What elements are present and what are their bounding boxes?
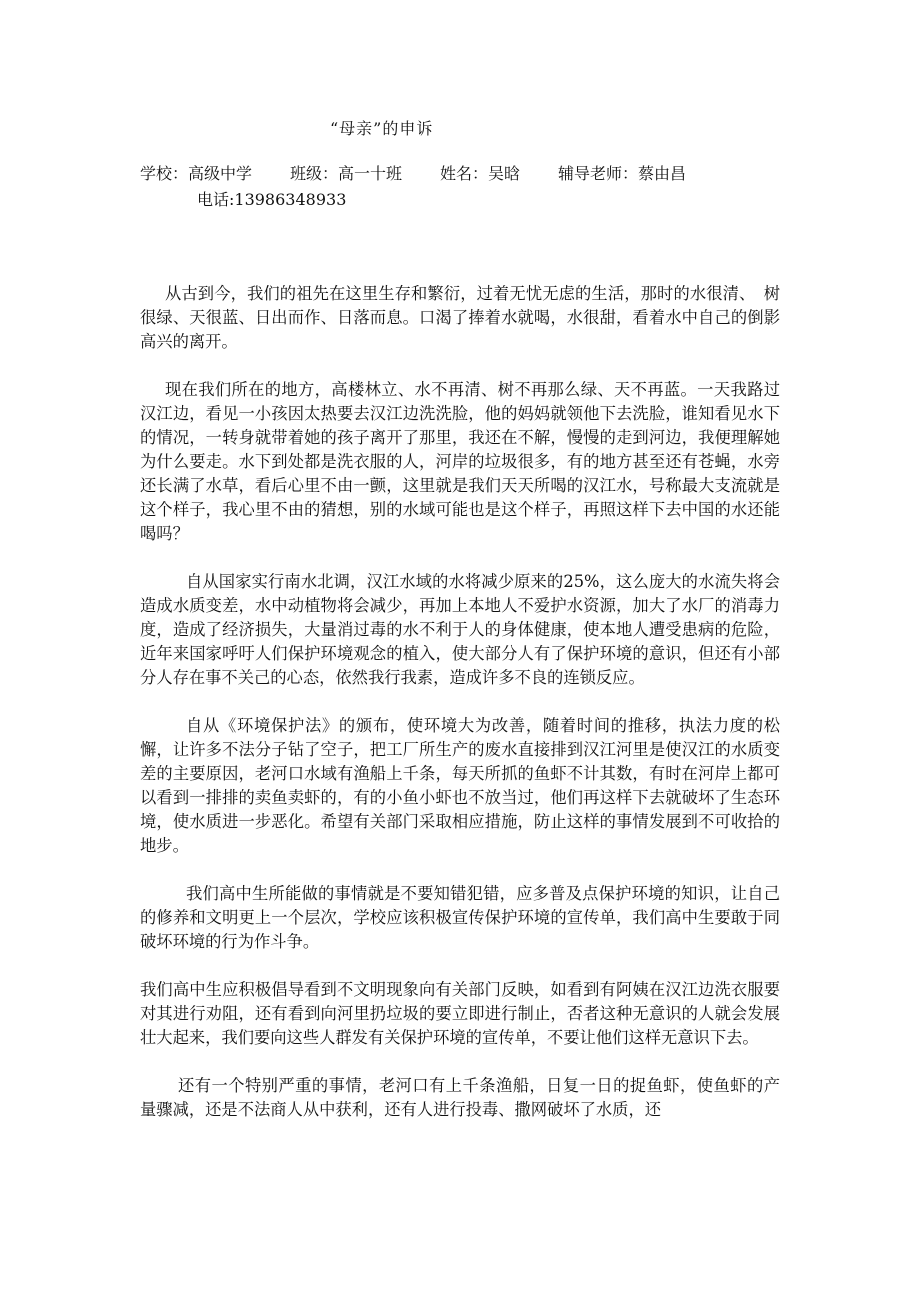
document-body [140, 282, 780, 1146]
class-label: 班级：高一十班 [290, 164, 403, 183]
school-label: 学校：高级中学 [140, 164, 253, 183]
paragraph-5: 我们高中生所能做的事情就是不要知错犯错，应多普及点保护环境的知识，让自己的修养和文明更上一个层次，学校应该积极宣传保护环境的宣传单，我们高中生要敢于同破坏环境的行为作斗争。 [140, 884, 780, 951]
phone-label: 电话:13986348933 [197, 190, 347, 209]
teacher-label: 辅导老师：蔡由昌 [558, 164, 687, 183]
paragraph-1: 从古到今，我们的祖先在这里生存和繁衍，过着无忧无虑的生活，那时的水很清、 树很绿、天很蓝、日出而作、日落而息。口渴了捧着水就喝，水很甜，看着水中自己的倒影高兴的离开。 [140, 284, 780, 351]
paragraph-4: 自从《环境保护法》的颁布，使环境大为改善，随着时间的推移，执法力度的松懈，让许多不法分子钻了空子，把工厂所生产的废水直接排到汉江河里是使汉江的水质变差的主要原因，老河口水域有渔船上千条，每天所抓的鱼虾不计其数，有时在河岸上都可以看到一排排的卖鱼卖虾的，有的小鱼小虾也不放当过，他们再这样下去就破坏了生态环境，使水质进一步恶化。希望有关部门采取相应措施，防止这样的事情发展到不可收拾的地步。 [140, 716, 780, 855]
document-title: “母亲”的申诉 [330, 119, 434, 138]
paragraph-7: 还有一个特别严重的事情，老河口有上千条渔船，日复一日的捉鱼虾，使鱼虾的产量骤减，还是不法商人从中获利，还有人进行投毒、撒网破坏了水质，还 [140, 1076, 780, 1119]
author-info [140, 161, 800, 213]
paragraph-6: 我们高中生应积极倡导看到不文明现象向有关部门反映，如看到有阿姨在汉江边洗衣服要对其进行劝阻，还有看到向河里扔垃圾的要立即进行制止，否者这种无意识的人就会发展壮大起来，我们要向这些人群发有关保护环境的宣传单，不要让他们这样无意识下去。 [140, 980, 780, 1047]
author-info-row [140, 161, 800, 187]
paragraph-2: 现在我们所在的地方，高楼林立、水不再清、树不再那么绿、天不再蓝。一天我路过汉江边，看见一小孩因太热要去汉江边洗洗脸，他的妈妈就领他下去洗脸，谁知看见水下的情况，一转身就带着她的孩子离开了那里，我还在不解，慢慢的走到河边，我便理解她为什么要走。水下到处都是洗衣服的人，河岸的垃圾很多，有的地方甚至还有苍蝇，水旁还长满了水草，看后心里不由一颤，这里就是我们天天所喝的汉江水，号称最大支流就是这个样子，我心里不由的猜想，别的水域可能也是这个样子，再照这样下去中国的水还能喝吗？ [140, 380, 780, 543]
student-name-label: 姓名：吴晗 [440, 164, 521, 183]
paragraph-3: 自从国家实行南水北调，汉江水域的水将减少原来的25%，这么庞大的水流失将会造成水质变差，水中动植物将会减少，再加上本地人不爱护水资源，加大了水厂的消毒力度，造成了经济损失，大量消过毒的水不利于人的身体健康，使本地人遭受患病的危险，近年来国家呼吁人们保护环境观念的植入，使大部分人有了保护环境的意识，但还有小部分人存在事不关己的心态，依然我行我素，造成许多不良的连锁反应。 [140, 572, 780, 687]
